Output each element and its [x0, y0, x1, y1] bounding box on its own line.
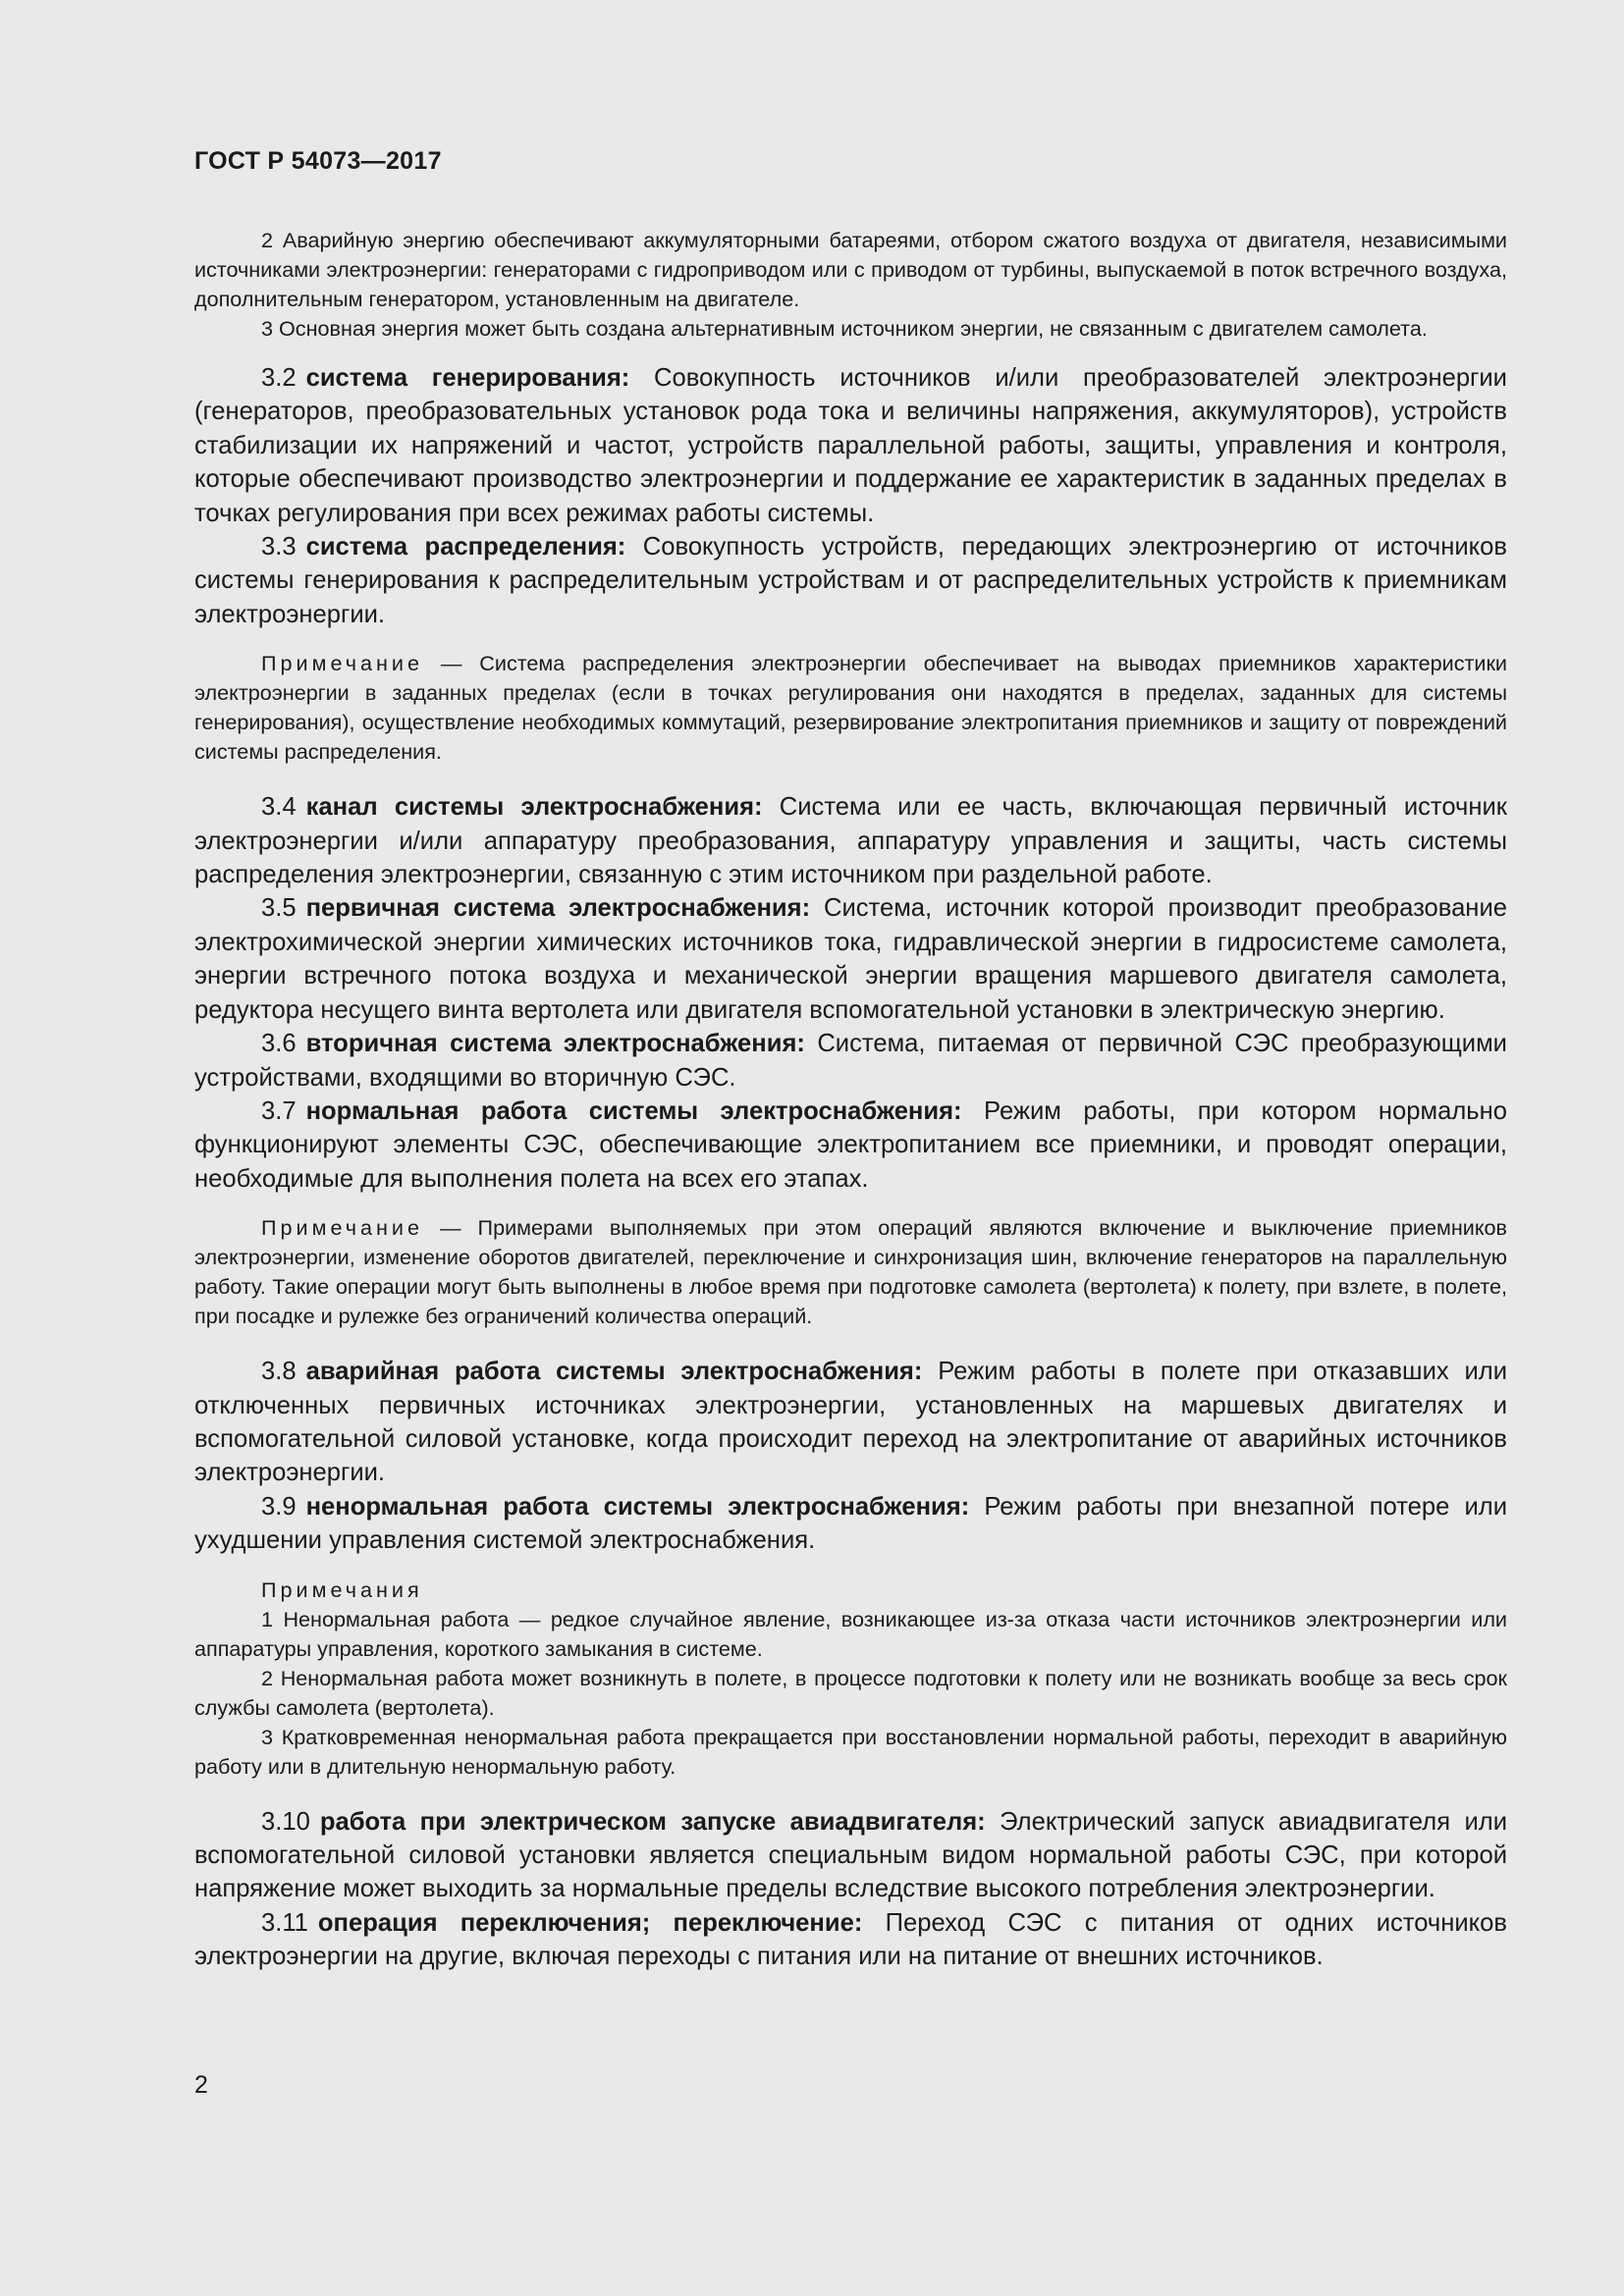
- note-3-7: [194, 1213, 1507, 1331]
- section-number: 3.2: [261, 364, 297, 392]
- term: работа при электрическом запуске авиадвигателя:: [319, 1807, 986, 1836]
- note-text: — Примерами выполняемых при этом операций являются включение и выключение приемников электроэнергии, изменение оборотов двигателей, переключение и синхронизация шин, включение генераторов на параллельную работу. Такие операции могут быть выполнены в любое время при подготовке самолета (вертолета) к полету, при взлете, в полете, при посадке и рулежке без ограничений количества операций.: [194, 1215, 1508, 1329]
- section-number: 3.8: [261, 1358, 297, 1386]
- page-content: [194, 226, 1507, 1974]
- section-3-5: [194, 891, 1507, 1027]
- note-label: Примечание: [261, 1215, 423, 1241]
- section-3-7: [194, 1095, 1507, 1196]
- term: система распределения:: [305, 533, 626, 561]
- term: канал системы электроснабжения:: [305, 793, 763, 822]
- definition: Переход СЭС с питания от одних источников электроэнергии на другие, включая переходы с питания или на питание от внешних источников.: [194, 1908, 1507, 1971]
- definition: Электрический запуск авиадвигателя или вспомогательной силовой установки является специальным видом нормальной работы СЭС, при которой напряжение может выходить за нормальные пределы вследствие высокого потребления электроэнергии.: [194, 1807, 1507, 1903]
- section-number: 3.11: [261, 1908, 308, 1937]
- section-3-3: [194, 530, 1507, 631]
- term: вторичная система электроснабжения:: [305, 1030, 805, 1058]
- notes-3-9-label: [194, 1575, 1507, 1605]
- section-number: 3.6: [261, 1030, 297, 1058]
- section-3-11: [194, 1906, 1507, 1974]
- section-number: 3.10: [261, 1807, 310, 1836]
- top-note-2: 2 Аварийную энергию обеспечивают аккумуляторными батареями, отбором сжатого воздуха от двигателя, независимыми источниками электроэнергии: генераторами с гидроприводом или с приводом от турбины, выпускаемой в поток встречного воздуха, дополнительным генератором, установленным на двигателе.: [194, 228, 1507, 311]
- note-label: Примечание: [261, 651, 423, 676]
- section-number: 3.7: [261, 1096, 297, 1125]
- definition: Режим работы, при котором нормально функционируют элементы СЭС, обеспечивающие электропитанием все приемники, и проводят операции, необходимые для выполнения полета на всех его этапах.: [194, 1096, 1507, 1193]
- section-3-10: [194, 1805, 1507, 1906]
- notes-label: Примечания: [261, 1576, 423, 1602]
- term: система генерирования:: [305, 364, 630, 392]
- section-number: 3.9: [261, 1492, 297, 1521]
- note-3-3: [194, 649, 1507, 767]
- notes-3-9-item-1: 1 Ненормальная работа — редкое случайное явление, возникающее из-за отказа части источников электроэнергии или аппаратуры управления, короткого замыкания в системе.: [194, 1606, 1507, 1661]
- definition: Система, источник которой производит преобразование электрохимической энергии химических источников тока, гидравлической энергии в гидросистеме самолета, энергии встречного потока воздуха и механической энергии вращения маршевого двигателя самолета, редуктора несущего винта вертолета или двигателя вспомогательной установки в электрическую энергию.: [194, 894, 1507, 1024]
- notes-3-9-item-3: 3 Кратковременная ненормальная работа прекращается при восстановлении нормальной работы, переходит в аварийную работу или в длительную ненормальную работу.: [194, 1724, 1507, 1779]
- section-3-2: [194, 361, 1507, 530]
- definition: Режим работы в полете при отказавших или отключенных первичных источниках электроэнергии, установленных на маршевых двигателях и вспомогательной силовой установке, когда происходит переход на электропитание от аварийных источников электроэнергии.: [194, 1358, 1507, 1487]
- term: аварийная работа системы электроснабжения:: [305, 1358, 923, 1386]
- term: нормальная работа системы электроснабжения:: [305, 1096, 962, 1125]
- section-number: 3.5: [261, 894, 297, 923]
- document-code-header: ГОСТ Р 54073—2017: [194, 147, 442, 175]
- term: операция переключения; переключение:: [317, 1908, 863, 1937]
- section-3-6: [194, 1027, 1507, 1095]
- definition: Система или ее часть, включающая первичный источник электроэнергии и/или аппаратуру преобразования, аппаратуру управления и защиты, часть системы распределения электроэнергии, связанную с этим источником при раздельной работе.: [194, 793, 1507, 889]
- definition: Режим работы при внезапной потере или ухудшении управления системой электроснабжения.: [194, 1492, 1507, 1555]
- definition: Система, питаемая от первичной СЭС преобразующими устройствами, входящими во вторичную СЭС.: [194, 1030, 1507, 1092]
- term: ненормальная работа системы электроснабжения:: [305, 1492, 970, 1521]
- section-3-4: [194, 790, 1507, 891]
- section-number: 3.3: [261, 533, 297, 561]
- term: первичная система электроснабжения:: [305, 894, 811, 923]
- notes-3-9-item-2: 2 Ненормальная работа может возникнуть в полете, в процессе подготовки к полету или не возникать вообще за весь срок службы самолета (вертолета).: [194, 1665, 1507, 1720]
- note-text: — Система распределения электроэнергии обеспечивает на выводах приемников характеристики электроэнергии в заданных пределах (если в точках регулирования они находятся в пределах, заданных для системы генерирования), осуществление необходимых коммутаций, резервирование электропитания приемников и защиту от повреждений системы распределения.: [194, 651, 1507, 765]
- definition: Совокупность устройств, передающих электроэнергию от источников системы генерирования к распределительным устройствам и от распределительных устройств к приемникам электроэнергии.: [194, 533, 1507, 628]
- page-number: 2: [194, 2071, 208, 2099]
- section-3-8: [194, 1355, 1507, 1490]
- section-3-9: [194, 1490, 1507, 1558]
- definition: Совокупность источников и/или преобразователей электроэнергии (генераторов, преобразовательных установок рода тока и величины напряжения, аккумуляторов), устройств стабилизации их напряжений и частот, устройств параллельной работы, защиты, управления и контроля, которые обеспечивают производство электроэнергии и поддержание ее характеристик в заданных пределах в точках регулирования при всех режимах работы системы.: [194, 364, 1507, 527]
- top-note-3: 3 Основная энергия может быть создана альтернативным источником энергии, не связанным с двигателем самолета.: [261, 316, 1428, 341]
- section-number: 3.4: [261, 793, 297, 822]
